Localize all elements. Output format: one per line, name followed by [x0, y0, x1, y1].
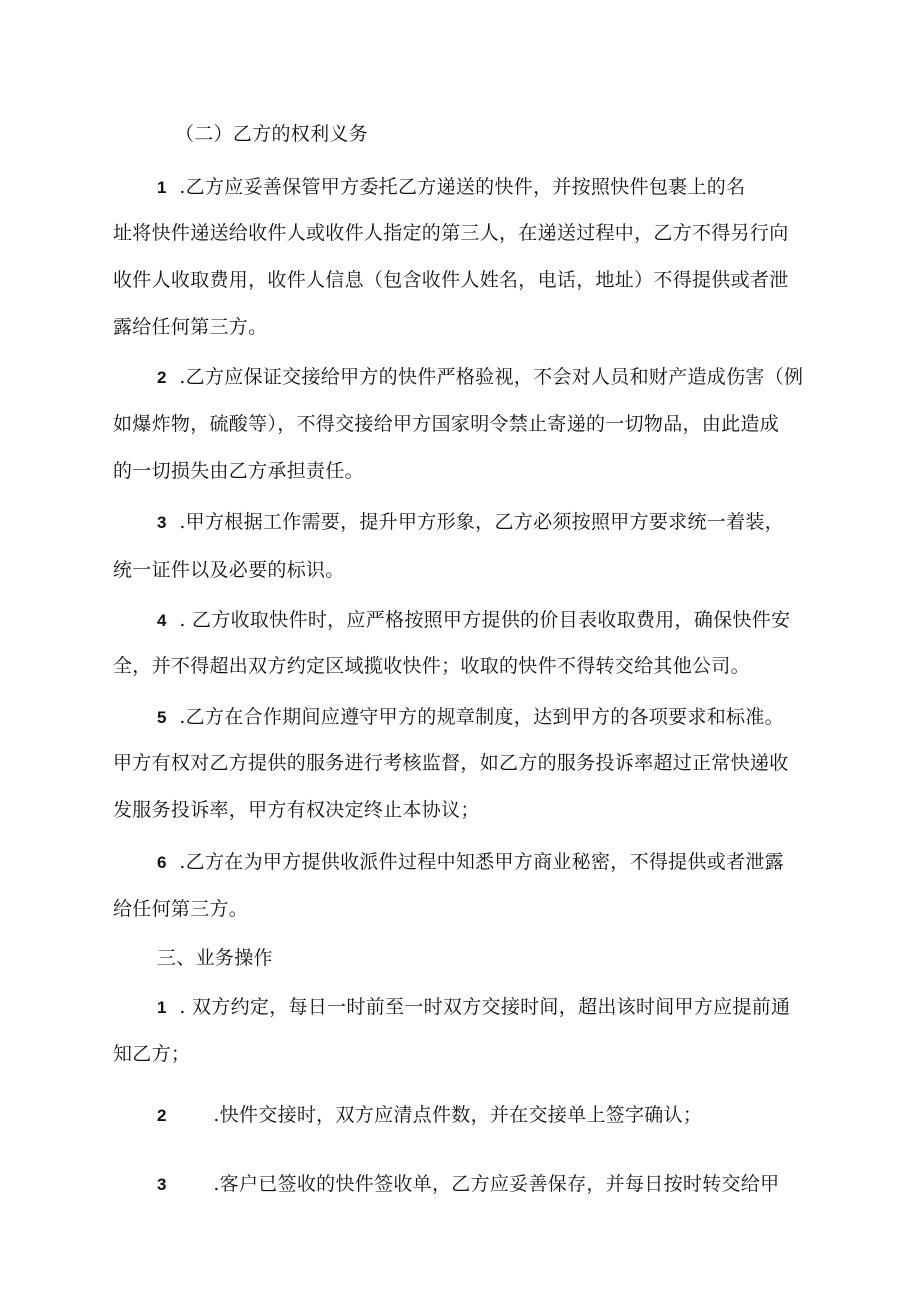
item-4-first-line [157, 608, 790, 633]
item-number: 2 [157, 368, 167, 387]
item-6-first-line [157, 850, 784, 875]
section-heading: （二）乙方的权利义务 [175, 123, 369, 145]
item-3-first-line [157, 510, 784, 535]
item-number: 6 [157, 853, 167, 872]
item-text: .快件交接时，双方应清点件数，并在交接单上签字确认； [213, 1104, 703, 1126]
item-1-first-line [157, 175, 745, 200]
item-text: .客户已签收的快件签收单，乙方应妥善保存，并每日按时转交给甲 [213, 1173, 780, 1195]
paragraph-line: 收件人收取费用，收件人信息（包含收件人姓名，电话，地址）不得提供或者泄 [113, 269, 789, 291]
item-number: 4 [157, 611, 167, 630]
item-5-first-line [157, 705, 784, 730]
op-2-first-line [157, 1103, 702, 1128]
item-number: 3 [157, 1175, 167, 1194]
op-1-first-line [157, 995, 790, 1020]
item-number: 3 [157, 513, 167, 532]
item-text: .乙方应妥善保管甲方委托乙方递送的快件，并按照快件包裹上的名 [179, 176, 746, 198]
item-number: 5 [157, 708, 167, 727]
paragraph-line: 全，并不得超出双方约定区域揽收快件；收取的快件不得转交给其他公司。 [113, 655, 750, 677]
item-text: . 双方约定，每日一时前至一时双方交接时间，超出该时间甲方应提前通 [179, 996, 791, 1018]
paragraph-line: 甲方有权对乙方提供的服务进行考核监督，如乙方的服务投诉率超过正常快递收 [113, 752, 789, 774]
item-text: .甲方根据工作需要，提升甲方形象，乙方必须按照甲方要求统一着装， [179, 511, 784, 533]
paragraph-line: 址将快件递送给收件人或收件人指定的第三人，在递送过程中，乙方不得另行向 [113, 222, 789, 244]
paragraph-line: 知乙方； [113, 1043, 191, 1065]
paragraph-line: 的一切损失由乙方承担责任。 [113, 460, 364, 482]
paragraph-line: 给任何第三方。 [113, 898, 249, 920]
item-2-first-line [157, 365, 803, 390]
item-text: . 乙方收取快件时，应严格按照甲方提供的价目表收取费用，确保快件安 [179, 609, 791, 631]
paragraph-line: 统一证件以及必要的标识。 [113, 559, 345, 581]
item-text: .乙方应保证交接给甲方的快件严格验视，不会对人员和财产造成伤害（例 [179, 366, 804, 388]
item-text: .乙方在为甲方提供收派件过程中知悉甲方商业秘密，不得提供或者泄露 [179, 851, 784, 873]
item-number: 1 [157, 998, 167, 1017]
item-text: .乙方在合作期间应遵守甲方的规章制度，达到甲方的各项要求和标准。 [179, 706, 784, 728]
op-3-first-line [157, 1172, 779, 1197]
paragraph-line: 露给任何第三方。 [113, 316, 268, 338]
paragraph-line: 如爆炸物，硫酸等），不得交接给甲方国家明令禁止寄递的一切物品，由此造成 [113, 413, 780, 435]
section3-heading: 三、业务操作 [157, 947, 273, 969]
paragraph-line: 发服务投诉率，甲方有权决定终止本协议； [113, 799, 480, 821]
item-number: 1 [157, 178, 167, 197]
item-number: 2 [157, 1106, 167, 1125]
